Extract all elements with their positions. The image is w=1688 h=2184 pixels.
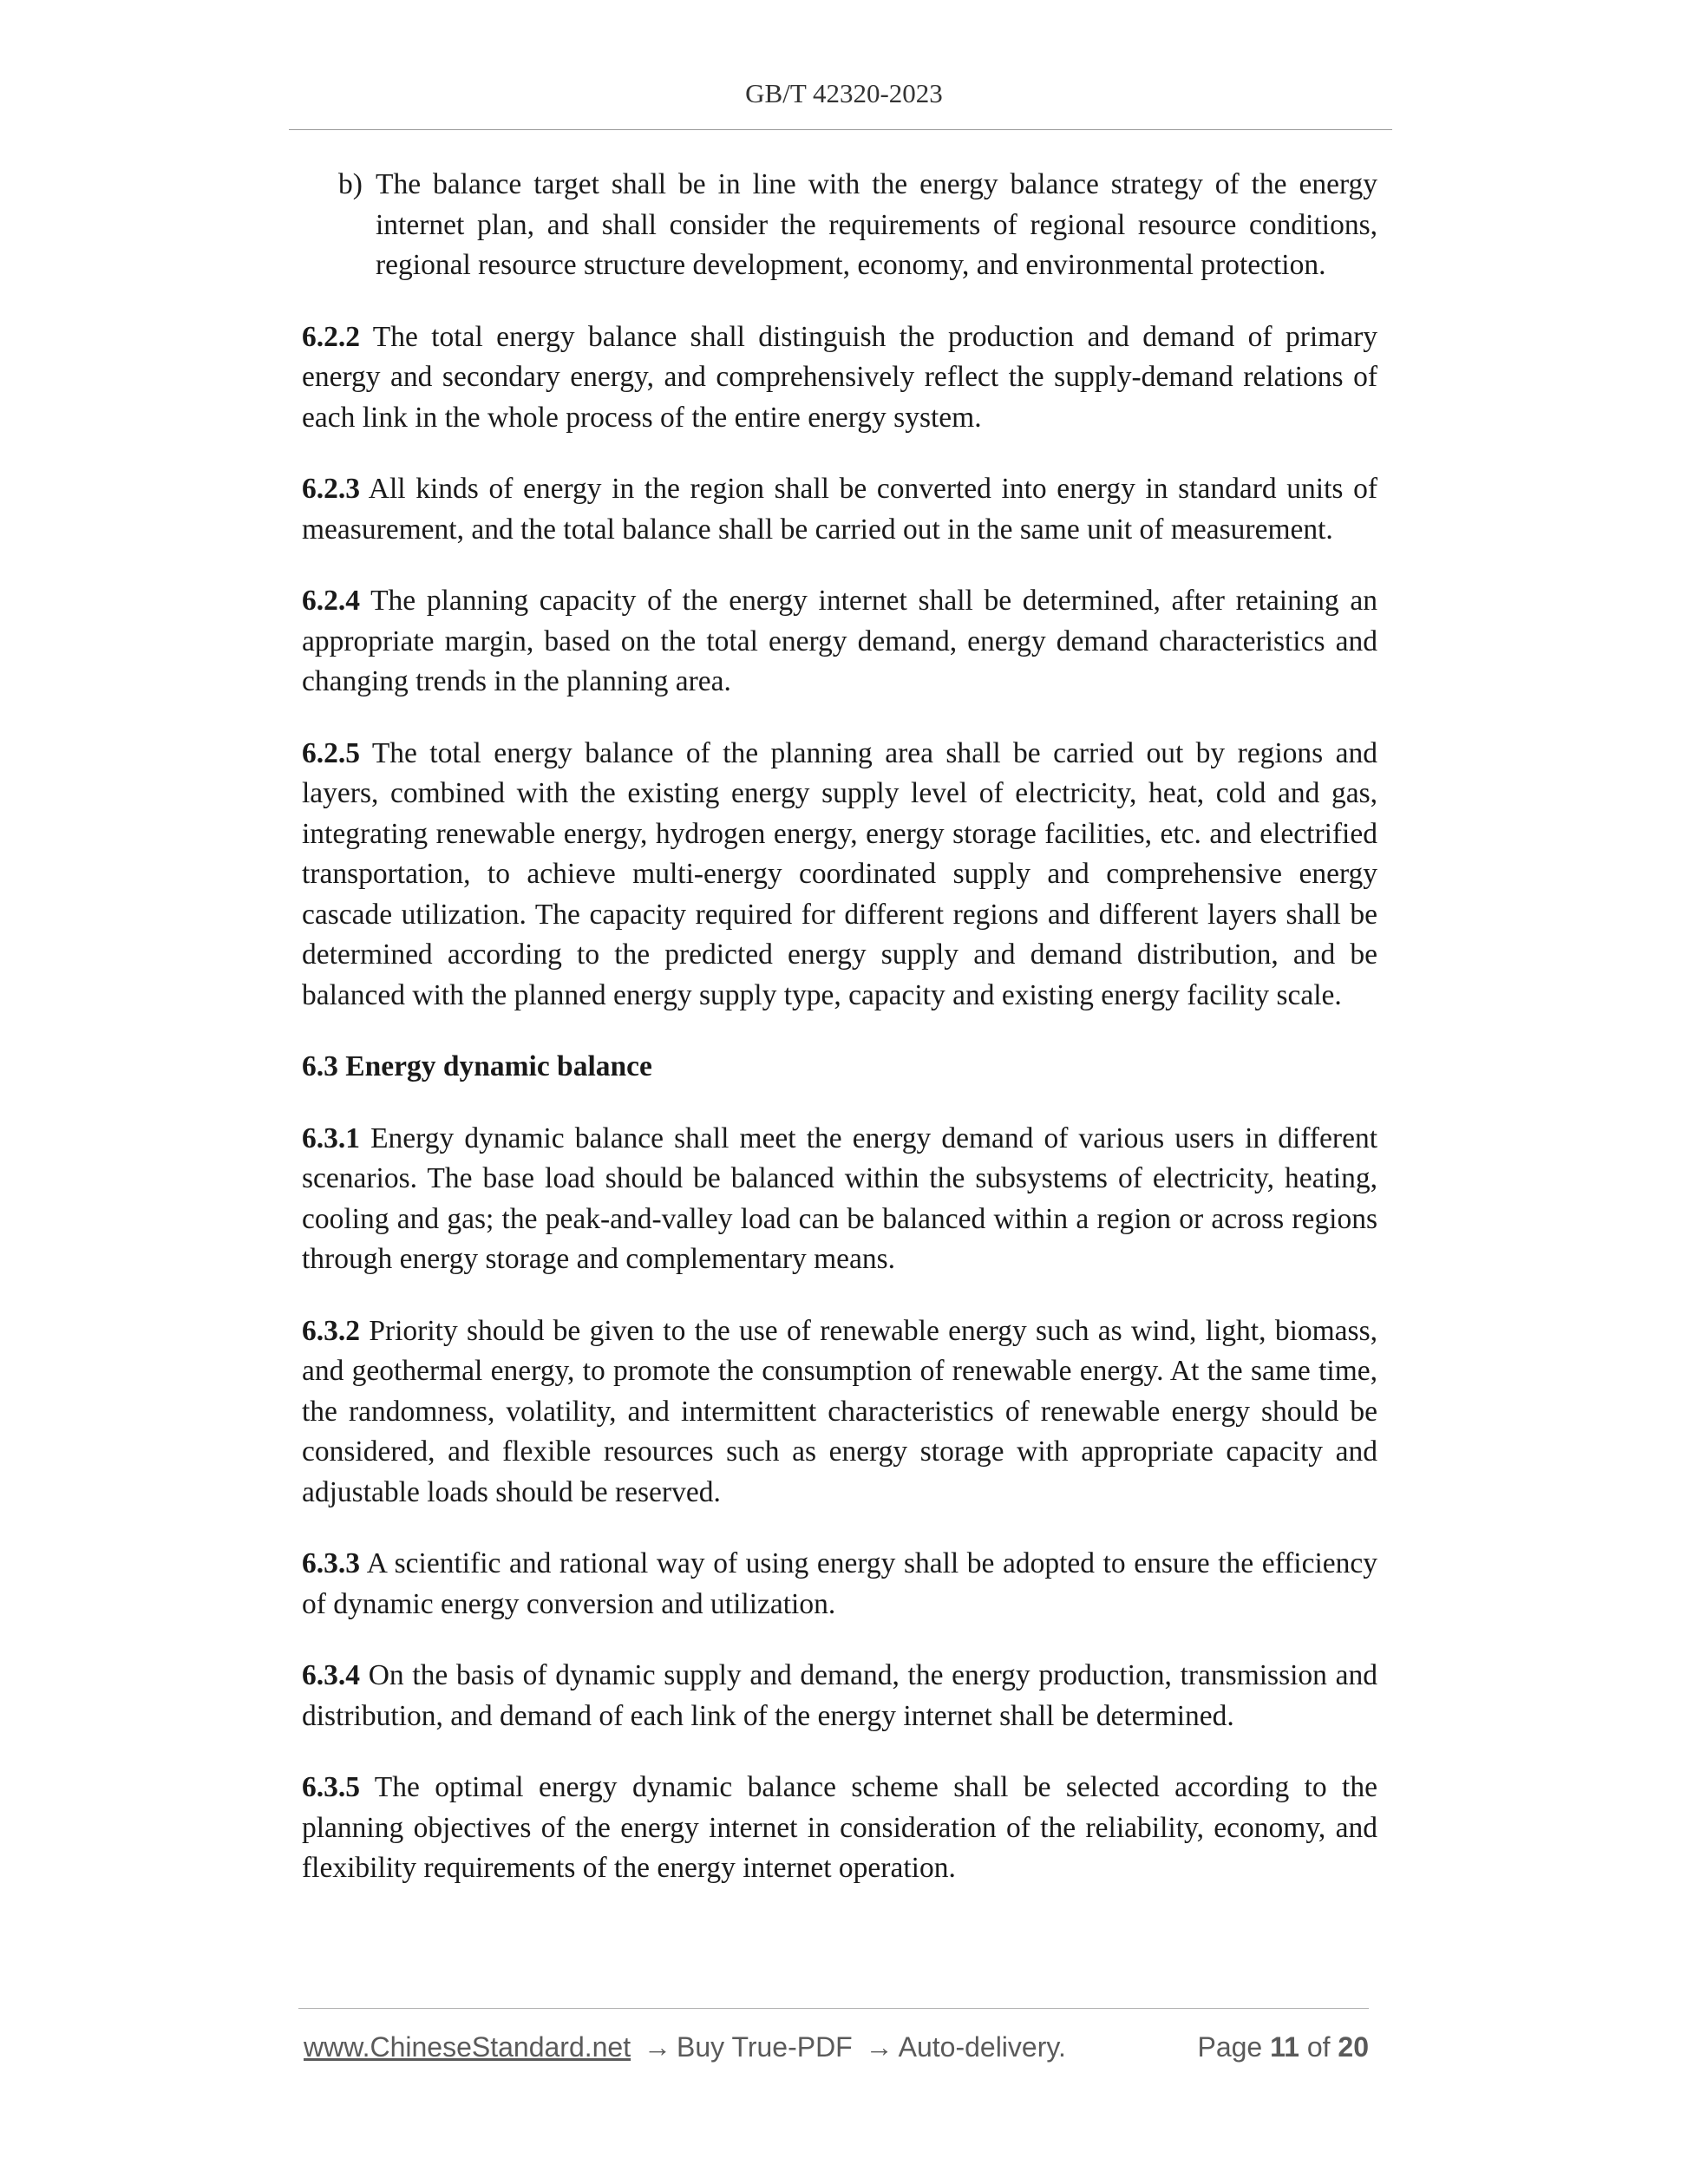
buy-true-pdf-text: Buy True-PDF [677,2031,853,2063]
clause-number: 6.3.3 [302,1547,360,1579]
footer-divider [298,2008,1369,2009]
chinesestandard-link[interactable]: www.ChineseStandard.net [304,2031,631,2063]
clause-text: Priority should be given to the use of renewable energy such as wind, light, biomass, and geothermal energy, to promote the consumption of renewable energy. At the same time, the randomness, volatility, and intermittent characteristics of renewable energy should be considered, and flexible resources such as energy storage with appropriate capacity and adjustable loads should be reserved. [302,1314,1377,1508]
clause-6-2-3 [302,469,1377,550]
page-of-label: of [1306,2031,1331,2063]
clause-number: 6.3.5 [302,1771,360,1803]
clause-number: 6.3.1 [302,1121,360,1154]
clause-6-3-4 [302,1656,1377,1736]
auto-delivery-text: Auto-delivery. [898,2031,1066,2063]
page-header-standard-code: GB/T 42320-2023 [745,78,943,108]
list-item-marker: b) [338,168,363,200]
page-footer [304,2028,1369,2066]
arrow-right-icon: → [644,2031,671,2063]
clause-text: The planning capacity of the energy internet shall be determined, after retaining an appropriate margin, based on the total energy demand, energy demand characteristics and changing trends in the planning area. [302,585,1377,697]
clause-6-2-4 [302,581,1377,703]
page-total: 20 [1338,2031,1369,2063]
header-divider [289,129,1392,130]
clause-text: The total energy balance of the planning area shall be carried out by regions and layers, combined with the existing energy supply level of electricity, heat, cold and gas, integrating renewable energy, hydrogen energy, energy storage facilities, etc. and electrified transportation, to achieve multi-energy coordinated supply and comprehensive energy cascade utilization. The capacity required for different regions and different layers shall be determined according to the predicted energy supply and demand distribution, and be balanced with the planned energy supply type, capacity and existing energy facility scale. [302,736,1377,1011]
clause-number: 6.2.3 [302,473,360,505]
clause-number: 6.2.4 [302,585,360,617]
document-body [302,165,1377,1889]
clause-6-2-2 [302,317,1377,439]
clause-6-3-3 [302,1544,1377,1625]
page-current: 11 [1270,2031,1299,2063]
clause-6-2-5 [302,734,1377,1017]
clause-number: 6.2.5 [302,736,360,769]
clause-6-3-5 [302,1768,1377,1889]
arrow-right-icon: → [865,2031,893,2063]
clause-text: All kinds of energy in the region shall be converted into energy in standard units of measurement, and the total balance shall be carried out in the same unit of measurement. [302,473,1377,546]
clause-number: 6.3.4 [302,1659,360,1691]
section-heading-6-3: 6.3 Energy dynamic balance [302,1050,652,1082]
clause-text: The optimal energy dynamic balance scheme shall be selected according to the planning objectives of the energy internet in consideration of the reliability, economy, and flexibility requirements of the energy internet operation. [302,1771,1377,1884]
clause-text: The total energy balance shall distinguish the production and demand of primary energy and secondary energy, and comprehensively reflect the supply-demand relations of each link in the whole process of the entire energy system. [302,320,1377,434]
clause-number: 6.3.2 [302,1314,360,1347]
clause-6-3-2 [302,1311,1377,1514]
clause-text: A scientific and rational way of using energy shall be adopted to ensure the efficiency of dynamic energy conversion and utilization. [302,1547,1377,1620]
clause-6-3-1 [302,1119,1377,1280]
clause-number: 6.2.2 [302,320,360,353]
page-indicator [1197,2028,1369,2066]
list-item-text: The balance target shall be in line with the energy balance strategy of the energy internet plan, and shall consider the requirements of regional resource conditions, regional resource structure development, economy, and environmental protection. [376,168,1377,281]
list-item-b [302,165,1377,286]
page-label: Page [1197,2031,1263,2063]
clause-text: On the basis of dynamic supply and demand, the energy production, transmission and distribution, and demand of each link of the energy internet shall be determined. [302,1659,1377,1732]
clause-text: Energy dynamic balance shall meet the energy demand of various users in different scenarios. The base load should be balanced within the subsystems of electricity, heating, cooling and gas; the peak-and-valley load can be balanced within a region or across regions through energy storage and complementary means. [302,1121,1378,1275]
